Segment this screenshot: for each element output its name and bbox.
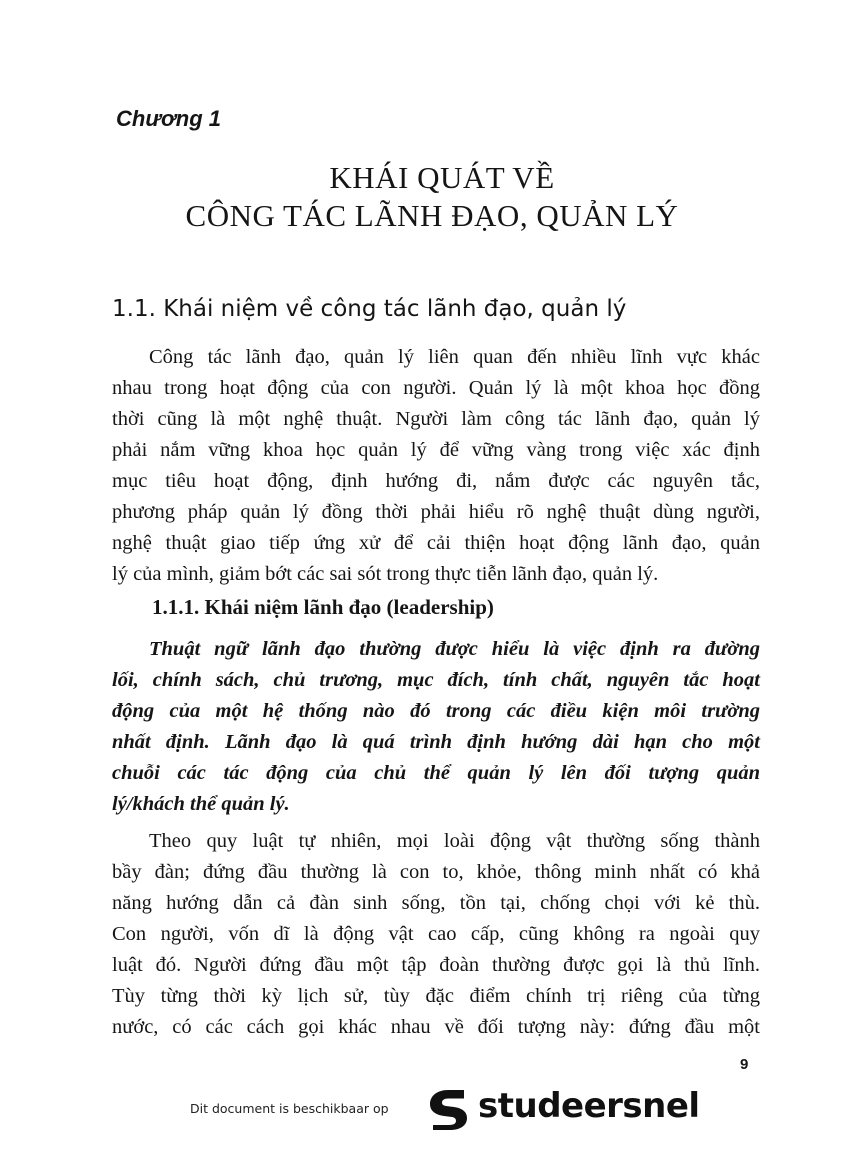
studeersnel-brand[interactable]: studeersnel [478, 1086, 700, 1126]
paragraph-definition [112, 634, 760, 820]
footer-availability-text: Dit document is beschikbaar op [190, 1101, 389, 1116]
paragraph-line: nước, có các cách gọi khác nhau về đối tượng này: đứng đầu một [112, 1016, 760, 1038]
paragraph-line: động của một hệ thống nào đó trong các điều kiện môi trường [112, 700, 760, 722]
chapter-label: Chương 1 [116, 106, 222, 131]
paragraph-line: lý/khách thể quản lý. [112, 793, 290, 815]
section-heading: 1.1. Khái niệm về công tác lãnh đạo, quản lý [112, 296, 627, 322]
paragraph-line: luật đó. Người đứng đầu một tập đoàn thường được gọi là thủ lĩnh. [112, 954, 760, 976]
paragraph-natural-law [112, 826, 760, 1043]
paragraph-line: nhau trong hoạt động của con người. Quản lý là một khoa học đồng [112, 377, 760, 399]
paragraph-line: chuỗi các tác động của chủ thể quản lý lên đối tượng quản [112, 762, 760, 784]
paragraph-line: bầy đàn; đứng đầu thường là con to, khỏe, thông minh nhất có khả [112, 861, 760, 883]
paragraph-line: phải nắm vững khoa học quản lý để vững vàng trong việc xác định [112, 439, 760, 461]
paragraph-line: Thuật ngữ lãnh đạo thường được hiểu là việc định ra đường [149, 638, 760, 660]
paragraph-line: Tùy từng thời kỳ lịch sử, tùy đặc điểm chính trị riêng của từng [112, 985, 760, 1007]
paragraph-line: nghệ thuật giao tiếp ứng xử để cải thiện hoạt động lãnh đạo, quản [112, 532, 760, 554]
chapter-title-line-1: KHÁI QUÁT VỀ [329, 160, 555, 195]
subsection-heading: 1.1.1. Khái niệm lãnh đạo (leadership) [152, 595, 494, 619]
paragraph-line: năng hướng dẫn cả đàn sinh sống, tồn tại, chống chọi với kẻ thù. [112, 892, 760, 914]
paragraph-line: phương pháp quản lý đồng thời phải hiểu rõ nghệ thuật dùng người, [112, 501, 760, 523]
paragraph-line: lối, chính sách, chủ trương, mục đích, tính chất, nguyên tắc hoạt [112, 669, 760, 691]
paragraph-line: Theo quy luật tự nhiên, mọi loài động vật thường sống thành [149, 830, 760, 852]
paragraph-line: Công tác lãnh đạo, quản lý liên quan đến nhiều lĩnh vực khác [149, 346, 760, 368]
page-number: 9 [740, 1056, 749, 1073]
paragraph-line: lý của mình, giảm bớt các sai sót trong thực tiễn lãnh đạo, quản lý. [112, 563, 659, 585]
paragraph-line: mục tiêu hoạt động, định hướng đi, nắm được các nguyên tắc, [112, 470, 760, 492]
paragraph-line: nhất định. Lãnh đạo là quá trình định hướng dài hạn cho một [112, 731, 760, 753]
studeersnel-logo-icon[interactable] [427, 1088, 469, 1132]
paragraph-intro [112, 342, 760, 590]
paragraph-line: Con người, vốn dĩ là động vật cao cấp, cũng không ra ngoài quy [112, 923, 760, 945]
chapter-title-line-2: CÔNG TÁC LÃNH ĐẠO, QUẢN LÝ [185, 198, 679, 233]
paragraph-line: thời cũng là một nghệ thuật. Người làm công tác lãnh đạo, quản lý [112, 408, 760, 430]
